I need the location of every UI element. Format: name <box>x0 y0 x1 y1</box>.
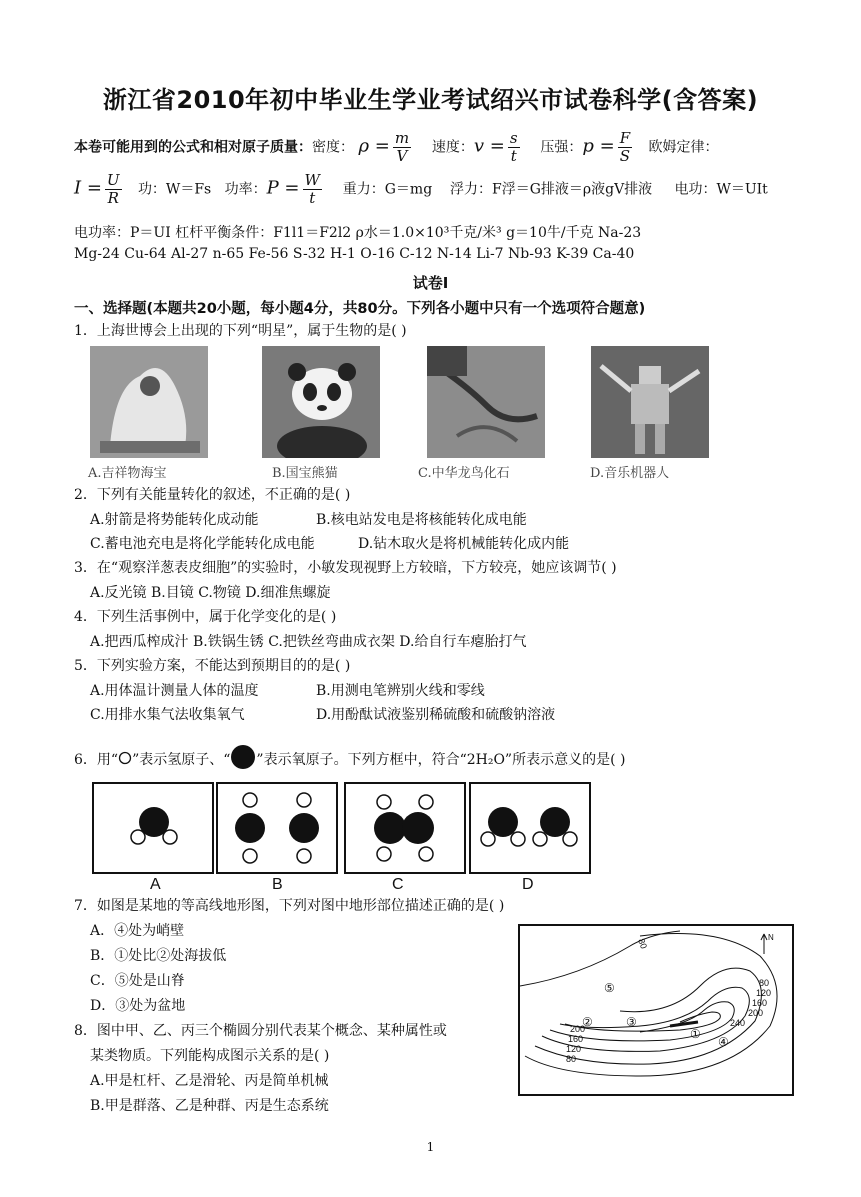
q7-stem: 7．如图是某地的等高线地形图，下列对图中地形部位描述正确的是( ) <box>74 898 505 914</box>
q6-box-c <box>344 782 466 874</box>
ohm-fraction <box>105 172 122 207</box>
q6-stem-part3: ”表示氧原子。下列方框中，符合“2H₂O”所表示意义的是( ) <box>256 752 626 768</box>
power-fraction <box>303 172 322 207</box>
q6-box-a <box>92 782 214 874</box>
map-marker-2: ② <box>582 1015 593 1029</box>
q6-stem <box>74 744 625 770</box>
map-marker-4: ④ <box>718 1035 729 1049</box>
q5-option-d: D.用酚酞试液鉴别稀硫酸和硫酸钠溶液 <box>316 707 556 723</box>
robot-image-icon <box>591 346 709 458</box>
q8-option-a: A.甲是杠杆、乙是滑轮、丙是简单机械 <box>90 1073 329 1089</box>
density-label: 密度： <box>312 139 354 156</box>
map-north-label: N <box>768 933 774 942</box>
speed-lhs: v = <box>473 135 505 157</box>
separate-atoms-icon <box>218 784 336 872</box>
electric-work-formula: 电功：W＝UIt <box>674 181 768 198</box>
q5-option-a: A.用体温计测量人体的温度 <box>90 683 259 699</box>
hydrogen-atom-icon <box>118 751 132 765</box>
pressure-lhs: p = <box>582 135 615 157</box>
q7-option-a: A．④处为峭壁 <box>90 923 185 939</box>
map-label-80: 80 <box>759 978 770 988</box>
fossil-image-icon <box>427 346 545 458</box>
part1-heading: 一、选择题(本题共20小题，每小题4分，共80分。下列各小题中只有一个选项符合题意) <box>74 301 646 317</box>
q6-label-c: C <box>392 876 404 893</box>
water-molecule-icon <box>94 784 212 872</box>
q5-stem: 5．下列实验方案，不能达到预期目的的是( ) <box>74 658 351 674</box>
formula-line-2 <box>74 172 768 207</box>
map-marker-3: ③ <box>626 1015 637 1029</box>
page-title: 浙江省2010年初中毕业生学业考试绍兴市试卷科学(含答案) <box>102 86 759 114</box>
q5-option-c: C.用排水集气法收集氧气 <box>90 707 245 723</box>
contour-map <box>518 924 794 1096</box>
work-formula: 功：W＝Fs <box>137 181 212 198</box>
panda-image-icon <box>262 346 380 458</box>
q7-option-d: D．③处为盆地 <box>90 998 186 1014</box>
power-label: 功率： <box>224 181 267 198</box>
speed-num: s <box>509 129 518 147</box>
gravity-formula: 重力：G＝mg <box>342 181 433 198</box>
north-arrow-icon <box>761 934 767 954</box>
q5-option-b: B.用测电笔辨别火线和零线 <box>316 683 485 699</box>
q3-options: A.反光镜 B.目镜 C.物镜 D.细准焦螺旋 <box>90 585 331 601</box>
ohm-label: 欧姆定律： <box>648 139 719 156</box>
density-fraction <box>393 130 411 165</box>
speed-label: 速度： <box>431 139 474 156</box>
q4-options: A.把西瓜榨成汁 B.铁锅生锈 C.把铁丝弯曲成衣架 D.给自行车瘪胎打气 <box>90 634 527 650</box>
q6-label-a: A <box>150 876 161 893</box>
q3-stem: 3．在“观察洋葱表皮细胞”的实验时，小敏发现视野上方较暗，下方较亮，她应该调节( ) <box>74 560 617 576</box>
power-den: t <box>309 189 316 207</box>
ohm-num: U <box>106 171 120 189</box>
q6-box-b <box>216 782 338 874</box>
contour-lines-icon <box>520 926 792 1094</box>
map-label-120: 120 <box>756 988 772 998</box>
map-marker-5: ⑤ <box>604 981 615 995</box>
panda-photo <box>262 346 380 458</box>
map-label-120-left: 120 <box>566 1044 582 1054</box>
page-number: 1 <box>426 1140 435 1154</box>
pressure-num: F <box>619 129 631 147</box>
q1-caption-a: A.吉祥物海宝 <box>88 466 167 481</box>
q6-label-b: B <box>272 876 283 893</box>
q6-stem-part1: 6．用“ <box>74 752 119 768</box>
q2-option-b: B.核电站发电是将核能转化成电能 <box>316 512 527 528</box>
q4-stem: 4．下列生活事例中，属于化学变化的是( ) <box>74 609 337 625</box>
pressure-den: S <box>619 147 631 165</box>
oxygen-atom-icon <box>230 744 256 770</box>
two-water-molecules-icon <box>471 784 589 872</box>
power-lhs: P = <box>266 177 300 199</box>
q1-caption-d: D.音乐机器人 <box>590 466 670 481</box>
pressure-fraction <box>618 130 632 165</box>
ohm-den: R <box>107 189 119 207</box>
q7-option-b: B．①处比②处海拔低 <box>90 948 227 964</box>
q2-option-c: C.蓄电池充电是将化学能转化成电能 <box>90 536 315 552</box>
q8-stem-line2: 某类物质。下列能构成图示关系的是( ) <box>90 1048 330 1064</box>
map-label-160: 160 <box>752 998 768 1008</box>
mascot-photo <box>90 346 208 458</box>
q8-stem-line1: 8．图中甲、乙、丙三个椭圆分别代表某个概念、某种属性或 <box>74 1023 447 1039</box>
mascot-image-icon <box>90 346 208 458</box>
q2-stem: 2．下列有关能量转化的叙述，不正确的是( ) <box>74 487 351 503</box>
formula-line-3: 电功率：P＝UI 杠杆平衡条件：F1l1＝F2l2 ρ水＝1.0×10³千克/米³ g＝10牛/千克 Na-23 <box>74 225 642 241</box>
formula-line-1 <box>74 130 719 165</box>
q6-stem-part2: ”表示氢原子、“ <box>132 752 231 768</box>
q7-option-c: C．⑤处是山脊 <box>90 973 185 989</box>
robot-photo <box>591 346 709 458</box>
q1-caption-b: B.国宝熊猫 <box>272 466 338 481</box>
map-label-80-top: 80 <box>636 937 649 951</box>
formula-intro: 本卷可能用到的公式和相对原子质量： <box>74 139 312 156</box>
map-label-200: 200 <box>748 1008 764 1018</box>
formula-line-4: Mg-24 Cu-64 Al-27 n-65 Fe-56 S-32 H-1 O-16 C-12 N-14 Li-7 Nb-93 K-39 Ca-40 <box>74 246 635 262</box>
map-marker-1: ① <box>690 1027 701 1041</box>
q1-stem: 1．上海世博会上出现的下列“明星”，属于生物的是( ) <box>74 323 407 339</box>
power-num: W <box>304 171 320 189</box>
map-label-200-left: 200 <box>570 1024 586 1034</box>
q8-option-b: B.甲是群落、乙是种群、丙是生态系统 <box>90 1098 329 1114</box>
q1-caption-c: C.中华龙鸟化石 <box>418 466 510 481</box>
q2-option-a: A.射箭是将势能转化成动能 <box>90 512 259 528</box>
map-label-80-left: 80 <box>566 1054 577 1064</box>
q6-box-d <box>469 782 591 874</box>
section-title: 试卷Ⅰ <box>412 274 449 292</box>
density-num: m <box>394 129 410 147</box>
q2-option-d: D.钻木取火是将机械能转化成内能 <box>358 536 570 552</box>
density-lhs: ρ = <box>358 135 390 157</box>
density-den: V <box>396 147 408 165</box>
map-label-240: 240 <box>730 1018 746 1028</box>
cliff-mark-icon <box>670 1022 698 1026</box>
fossil-photo <box>427 346 545 458</box>
map-label-160-left: 160 <box>568 1034 584 1044</box>
q6-label-d: D <box>522 876 534 893</box>
pressure-label: 压强： <box>540 139 583 156</box>
hydrogen-peroxide-icon <box>346 784 464 872</box>
speed-den: t <box>510 147 517 165</box>
speed-fraction <box>508 130 520 165</box>
buoyancy-formula: 浮力：F浮＝G排液＝ρ液gV排液 <box>449 181 653 198</box>
ohm-lhs: I = <box>74 177 102 199</box>
